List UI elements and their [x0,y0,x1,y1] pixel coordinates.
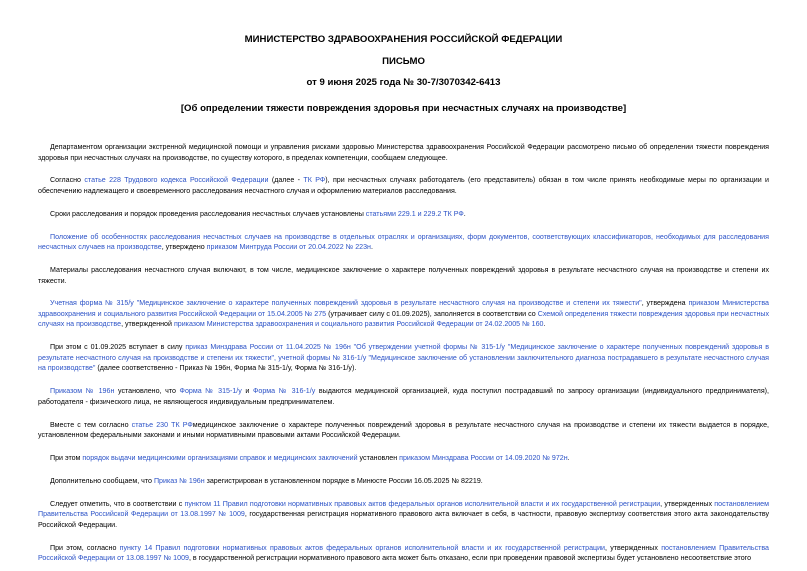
ministry-title: МИНИСТЕРСТВО ЗДРАВООХРАНЕНИЯ РОССИЙСКОЙ ФЕДЕРАЦИИ [244,34,563,45]
document-date-number: от 9 июня 2025 года № 30-7/3070342-6413 [306,77,501,88]
paragraph [38,453,769,464]
paragraph-text: , в государственной регистрации нормативного правового акта может быть отказано, если при проведении правовой экспертизы будет установлено несоответствие этого [188,554,752,563]
paragraph [38,476,769,487]
document-type: ПИСЬМО [382,56,425,67]
paragraph [38,142,769,163]
paragraph-text: Следует отметить, что в соответствии с [50,499,185,508]
document-link[interactable]: статье 228 Трудового кодекса Российской Федерации [84,176,269,185]
paragraph-text: выдаются медицинской организацией, куда поступил пострадавший по запросу организации (индивидуального предпринимателя), работодателя - физического лица, не являющегося индивидуальным предпринимателем. [38,387,769,406]
paragraph-text: При этом [50,453,83,462]
paragraph [38,420,769,441]
paragraph-text: . [567,453,570,462]
paragraph-text: Дополнительно сообщаем, что [50,476,154,485]
document-link[interactable]: статьями 229.1 и 229.2 ТК РФ [365,209,464,218]
document-link[interactable]: порядок выдачи медицинскими организациями справок и медицинских заключений [82,453,358,462]
document-link[interactable]: Схемой определения тяжести повреждения здоровья при несчастных случаях на производстве [38,309,770,329]
paragraph-text: , утвержденной [121,320,174,329]
document-link[interactable]: пунктом 11 Правил подготовки нормативных правовых актов федеральных органов исполнительной власти и их государственной регистрации [184,499,661,508]
paragraph-text: ), при несчастных случаях работодатель (его представитель) обязан в том числе принять необходимые меры по организации и обеспечению надлежащего и своевременного расследования несчастного случая и оформлению материалов расследования. [38,176,770,195]
paragraph-text: (далее - [268,176,304,185]
paragraph [38,386,769,407]
paragraph-text: установлен [357,453,400,462]
document-link[interactable]: приказом Минздрава России от 14.09.2020 № 972н [399,453,568,462]
paragraph-text: , государственная регистрация нормативного правового акта включает в себя, в частности, правовую экспертизу соответствия этого акта законодательству Российской Федерации. [38,510,769,529]
paragraph-text: Сроки расследования и порядок проведения расследования несчастных случаев установлены [50,209,366,218]
document-link[interactable]: Положение об особенностях расследования несчастных случаев на производстве в отдельных отраслях и организациях, форм документов, соответствующих классификаторов, необходимых для расследования несчастных случаев на производстве [38,232,769,252]
paragraph-text: установлено, что [114,387,180,396]
paragraph-text: Материалы расследования несчастного случая включают, в том числе, медицинское заключение о характере полученных повреждений здоровья в результате несчастного случая на производстве и степени их тяжести. [38,265,769,285]
paragraph-text: , утвержденных [605,543,662,552]
paragraph-text: и [241,387,253,396]
document-subject: [Об определении тяжести повреждения здоровья при несчастных случаях на производстве] [180,103,627,114]
paragraph-text: медицинское заключение о характере полученных повреждений здоровья в результате несчастного случая на производстве и степени их тяжести выдается в порядке, установленном федеральными законами и иными нормативными правовыми актами Российской Федерации. [38,420,769,440]
paragraph-text: (далее соответственно - Приказ № 196н, Форма № 315-1/у, Форма № 316-1/у). [95,364,357,373]
paragraph [38,342,769,374]
paragraph [38,175,769,196]
document-link[interactable]: Форма № 316-1/у [253,387,316,396]
paragraph-text: , утвержденных [660,499,715,508]
document-link[interactable]: Форма № 315-1/у [179,387,242,396]
document-link[interactable]: пункту 14 Правил подготовки нормативных правовых актов федеральных органов исполнительной власти и их государственной регистрации [119,543,606,552]
paragraph-text: При этом с 01.09.2025 вступает в силу [50,343,186,352]
document-link[interactable]: Приказ № 196н [153,476,205,485]
paragraph-text: . [543,320,546,329]
paragraph-text: При этом, согласно [50,543,120,552]
letter-body [38,142,769,564]
paragraph [38,298,769,330]
document-link[interactable]: Учетная форма № 315/у "Медицинское заключение о характере полученных повреждений здоровья в результате несчастного случая на производстве и степени их тяжести" [50,299,642,308]
document-link[interactable]: Приказом № 196н [50,387,115,396]
paragraph-text: . [463,209,466,218]
paragraph [38,232,769,253]
paragraph-text: Согласно [50,176,85,185]
paragraph [38,209,769,220]
paragraph-text: , утверждено [161,243,207,252]
paragraph [38,543,769,564]
document-link[interactable]: постановлением Правительства Российской Федерации от 13.08.1997 № 1009 [38,543,769,563]
paragraph-text: . [370,243,373,252]
document-link[interactable]: приказ Минздрава России от 11.04.2025 № 196н "Об утверждении учетной формы № 315-1/у "Медицинское заключение о характере полученных повреждений здоровья в результате несчастного случая на производстве и степени их тяжести", учетной формы № 316-1/у "Медицинское заключение об установлении заключительного диагноза пострадавшего в результате несчастного случая на производстве" [38,343,770,373]
document-link[interactable]: приказом Министерства здравоохранения и социального развития Российской Федерации от 15.04.2005 № 275 [38,299,769,318]
paragraph-text: Департаментом организации экстренной медицинской помощи и управления рисками здоровью Министерства здравоохранения Российской Федерации рассмотрено письмо об определении тяжести повреждения здоровья при несчастных случаях на производстве, по существу которого, в пределах компетенции, сообщаем следующее. [38,143,769,162]
paragraph-text: (утрачивает силу с 01.09.2025), заполняется в соответствии со [326,309,538,318]
document-link[interactable]: статье 230 ТК РФ [131,420,193,429]
paragraph-text: зарегистрирован в установленном порядке в Минюсте России 16.05.2025 № 82219. [204,476,483,485]
document-link[interactable]: приказом Минтруда России от 20.04.2022 № 223н [206,243,371,252]
paragraph-text: Вместе с тем согласно [50,420,132,429]
document-link[interactable]: приказом Министерства здравоохранения и социального развития Российской Федерации от 24.02.2005 № 160 [173,320,544,329]
document-link[interactable]: ТК РФ [303,176,326,185]
paragraph [38,265,769,286]
document-link[interactable]: постановлением Правительства Российской Федерации от 13.08.1997 № 1009 [38,499,769,519]
paragraph [38,499,769,531]
paragraph-text: , утверждена [641,299,689,308]
